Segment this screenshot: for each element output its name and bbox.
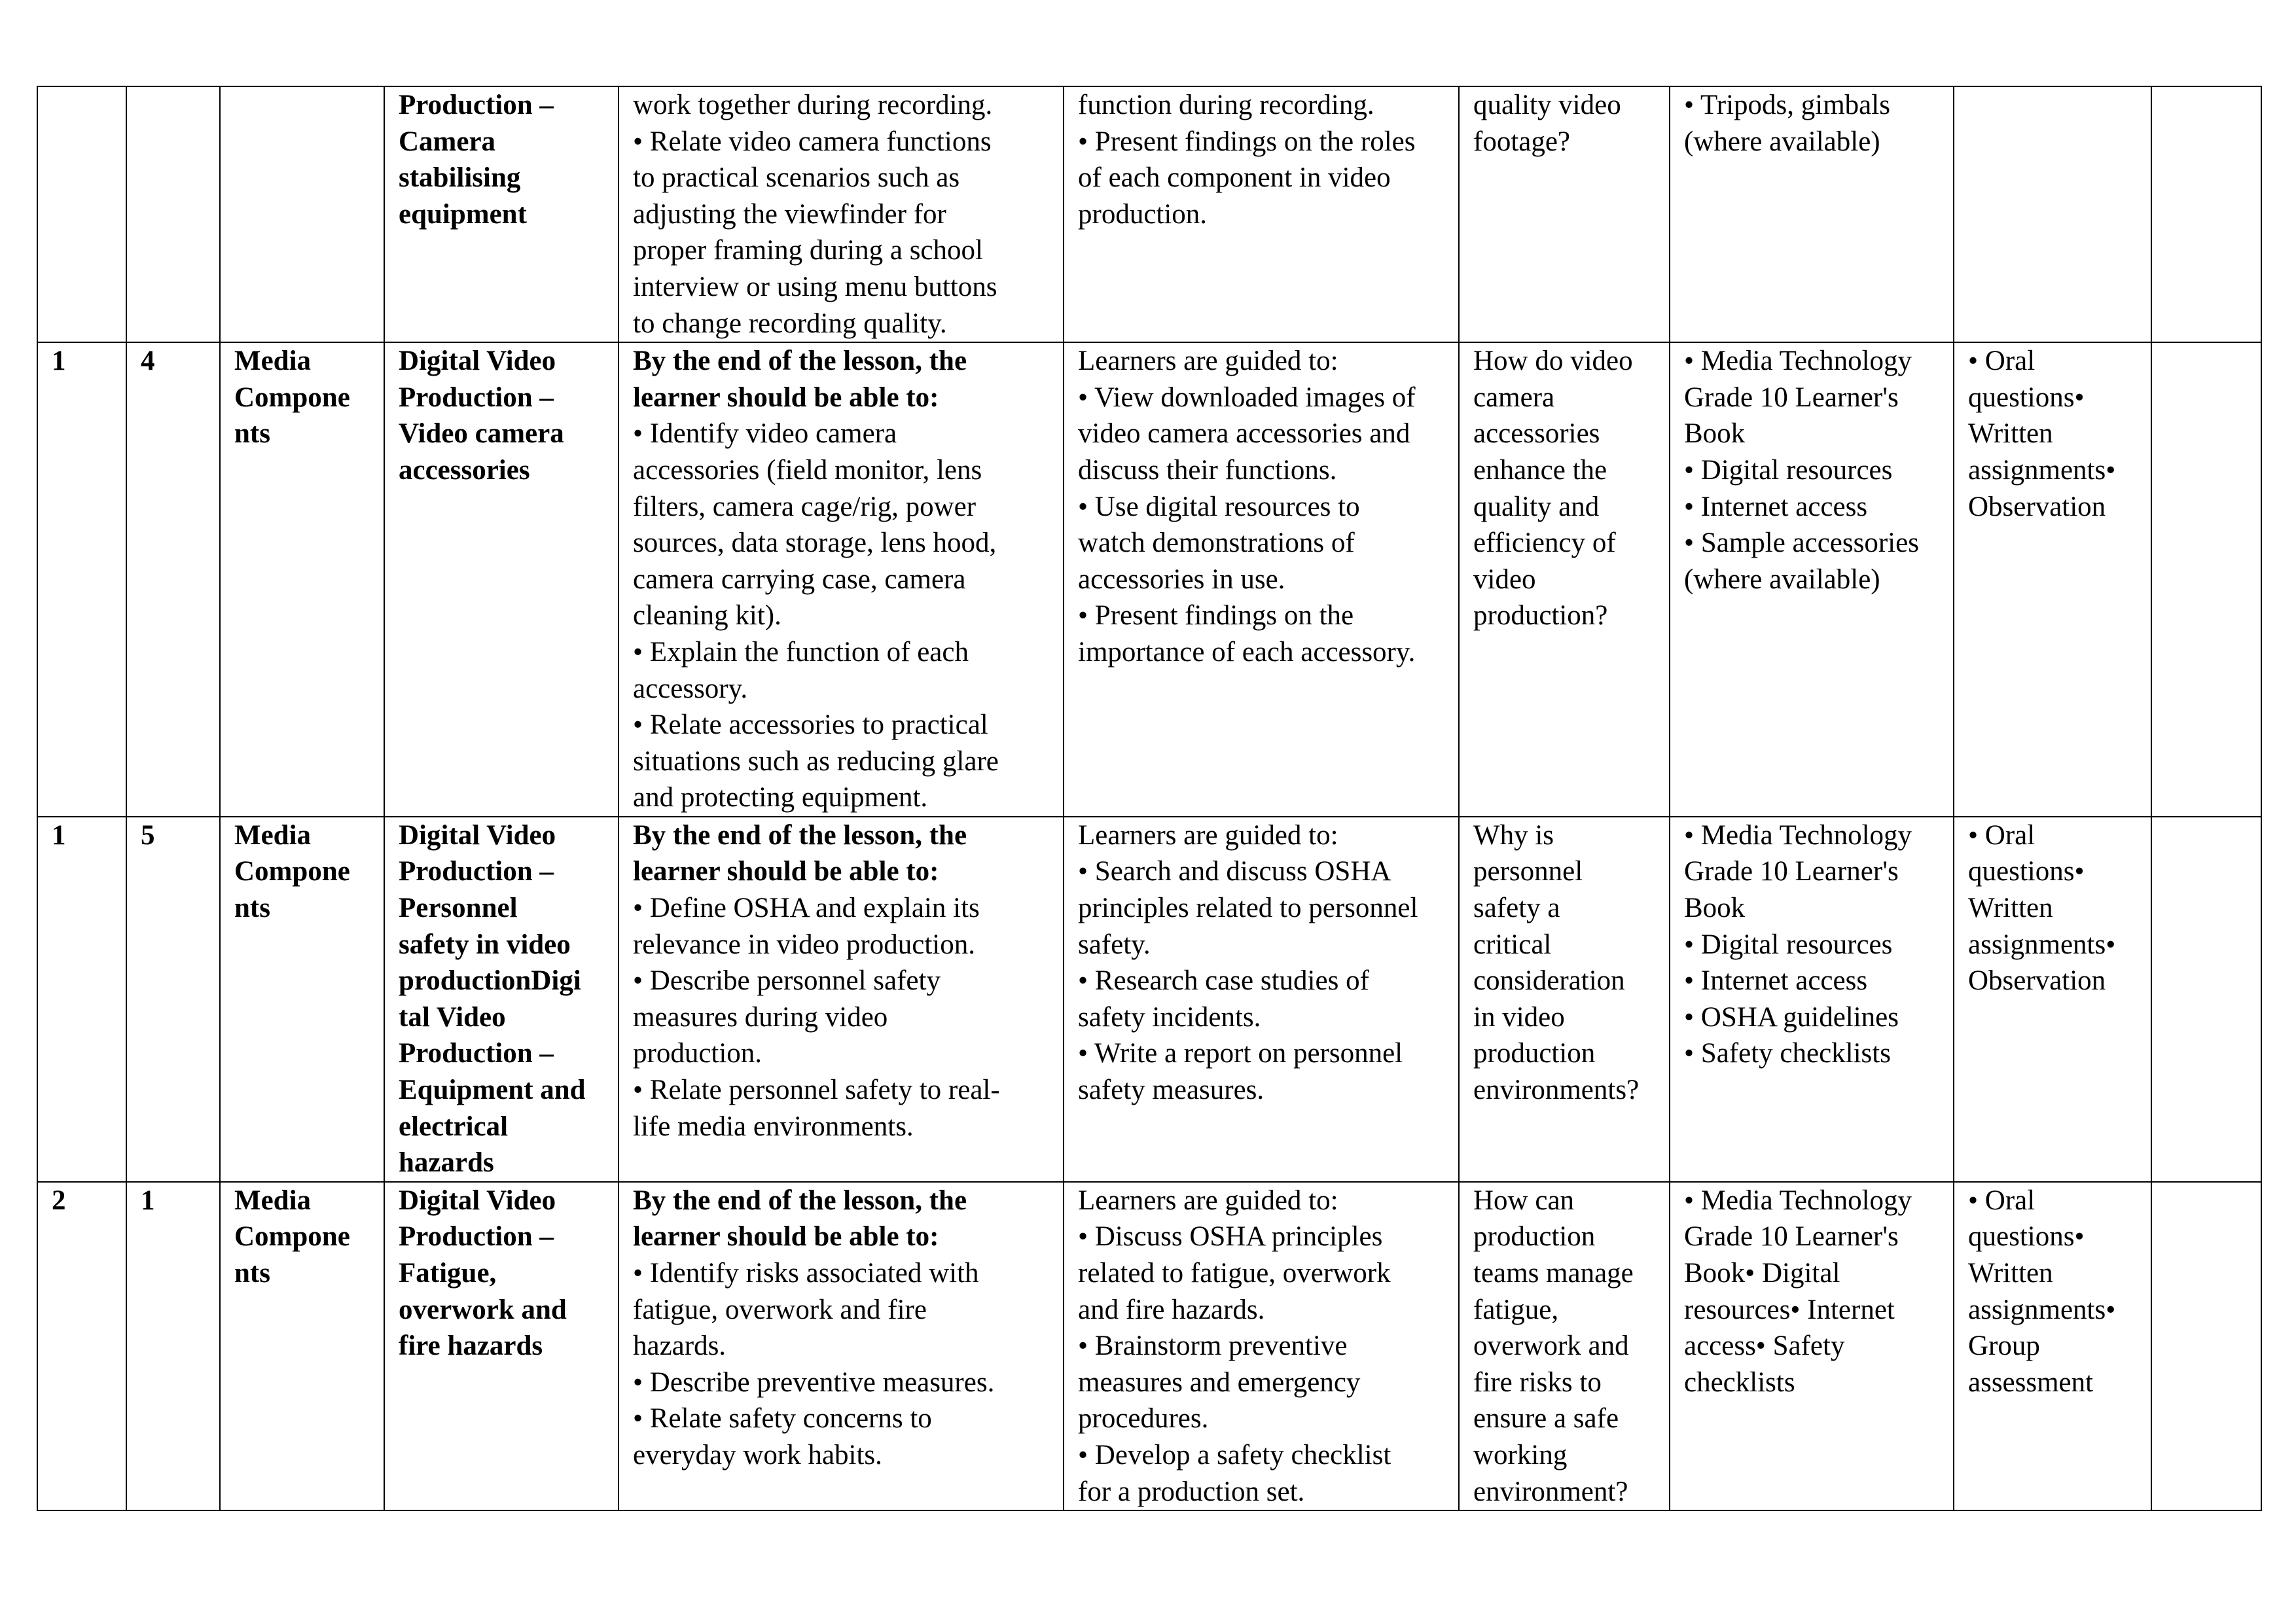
cell-line: fatigue, [1473, 1294, 1559, 1325]
cell-text: 1 [141, 1185, 155, 1216]
cell-line: Media [234, 1185, 312, 1216]
cell-line: • Define OSHA and explain its [633, 893, 980, 924]
cell-line: productionDigi [399, 965, 581, 997]
cell-line: production [1473, 1221, 1596, 1253]
cell-line: Grade 10 Learner's [1684, 1221, 1899, 1253]
cell-line: camera [1473, 382, 1555, 413]
remarks-cell [2151, 1182, 2261, 1510]
cell-line: safety in video [399, 929, 571, 960]
cell-line: Observation [1968, 965, 2106, 997]
cell-line: overwork and [399, 1294, 567, 1325]
cell-line: • Internet access [1684, 491, 1868, 522]
cell-line: • Oral [1968, 346, 2036, 377]
learning-resources-cell [1670, 1182, 1954, 1510]
cell-line: production [1473, 1038, 1596, 1069]
cell-line: Group [1968, 1330, 2040, 1362]
cell-line: Video camera [399, 418, 564, 450]
cell-line: Written [1968, 1258, 2053, 1289]
cell-line: proper framing during a school [633, 235, 983, 266]
cell-line: Book• Digital [1684, 1258, 1840, 1289]
cell-line: environments? [1473, 1075, 1640, 1106]
cell-line: • Search and discuss OSHA [1078, 856, 1391, 887]
learning-outcomes-cell [619, 86, 1064, 342]
cell-line: Book [1684, 418, 1746, 450]
cell-line: accessories in use. [1078, 563, 1285, 595]
cell-line: efficiency of [1473, 527, 1616, 559]
cell-line: • Identify video camera [633, 418, 897, 450]
cell-line: • Present findings on the roles [1078, 126, 1416, 157]
cell-line: safety incidents. [1078, 1001, 1261, 1033]
table-row [37, 342, 2261, 817]
cell-line: of each component in video [1078, 162, 1391, 194]
cell-line: and protecting equipment. [633, 782, 928, 813]
cell-line: camera carrying case, camera [633, 563, 966, 595]
cell-line: By the end of the lesson, the [633, 819, 967, 851]
cell-line: • Safety checklists [1684, 1038, 1891, 1069]
cell-line: • Media Technology [1684, 346, 1912, 377]
cell-line: Production – [399, 90, 554, 120]
cell-line: Production – [399, 1038, 554, 1069]
assessment-methods-cell [1954, 817, 2151, 1182]
cell-line: assignments• [1968, 929, 2116, 960]
cell-line: assignments• [1968, 1294, 2116, 1325]
cell-line: Fatigue, [399, 1258, 497, 1289]
cell-line: resources• Internet [1684, 1294, 1895, 1325]
strand-cell [220, 1182, 384, 1510]
cell-line: electrical [399, 1111, 509, 1142]
cell-line: situations such as reducing glare [633, 745, 999, 777]
cell-line: Observation [1968, 491, 2106, 522]
cell-line: • View downloaded images of [1078, 382, 1416, 413]
week-cell [37, 817, 126, 1182]
table-row [37, 1182, 2261, 1510]
cell-line: Written [1968, 418, 2053, 450]
cell-line: Media [234, 346, 312, 377]
learning-experiences-cell [1064, 1182, 1459, 1510]
scheme-of-work-table [37, 86, 2262, 1511]
cell-line: By the end of the lesson, the [633, 346, 967, 377]
cell-line: safety a [1473, 893, 1560, 924]
week-cell [37, 86, 126, 342]
cell-text: 2 [52, 1185, 66, 1216]
cell-line: principles related to personnel [1078, 893, 1418, 924]
cell-line: Learners are guided to: [1078, 1185, 1338, 1216]
key-inquiry-question-cell [1459, 817, 1670, 1182]
cell-line: critical [1473, 929, 1552, 960]
cell-line: interview or using menu buttons [633, 271, 997, 302]
cell-line: Written [1968, 893, 2053, 924]
cell-line: teams manage [1473, 1258, 1634, 1289]
cell-line: production. [633, 1038, 762, 1069]
cell-line: • Research case studies of [1078, 965, 1369, 997]
cell-line: Learners are guided to: [1078, 819, 1338, 851]
cell-line: Compone [234, 382, 350, 413]
cell-line: cleaning kit). [633, 600, 781, 632]
cell-line: to practical scenarios such as [633, 162, 960, 194]
cell-text: 1 [52, 346, 66, 377]
cell-line: • Tripods, gimbals [1684, 90, 1890, 120]
learning-experiences-cell [1064, 342, 1459, 817]
sub-strand-cell [384, 817, 619, 1182]
cell-line: Digital Video [399, 1185, 556, 1216]
table-row [37, 817, 2261, 1182]
cell-line: • Relate safety concerns to [633, 1403, 932, 1435]
cell-line: related to fatigue, overwork [1078, 1258, 1391, 1289]
key-inquiry-question-cell [1459, 86, 1670, 342]
lesson-cell [126, 342, 220, 817]
lesson-cell [126, 1182, 220, 1510]
cell-line: importance of each accessory. [1078, 636, 1416, 668]
cell-line: fire risks to [1473, 1366, 1602, 1398]
cell-line: everyday work habits. [633, 1439, 882, 1471]
assessment-methods-cell [1954, 1182, 2151, 1510]
cell-line: Production – [399, 856, 554, 887]
cell-line: accessories [399, 454, 530, 486]
cell-line: • Use digital resources to [1078, 491, 1360, 522]
strand-cell [220, 817, 384, 1182]
cell-line: personnel [1473, 856, 1583, 887]
cell-line: • Brainstorm preventive [1078, 1330, 1348, 1362]
cell-line: access• Safety [1684, 1330, 1845, 1362]
cell-line: • Relate accessories to practical [633, 709, 988, 741]
cell-line: footage? [1473, 126, 1571, 157]
cell-line: Personnel [399, 893, 518, 924]
lesson-cell [126, 86, 220, 342]
cell-line: equipment [399, 198, 527, 230]
cell-line: adjusting the viewfinder for [633, 198, 946, 230]
cell-text: 1 [52, 819, 66, 851]
cell-line: accessories (field monitor, lens [633, 454, 982, 486]
cell-line: nts [234, 893, 270, 924]
cell-line: tal Video [399, 1001, 506, 1033]
cell-line: nts [234, 1258, 270, 1289]
sub-strand-cell [384, 1182, 619, 1510]
cell-line: Grade 10 Learner's [1684, 382, 1899, 413]
cell-line: • Internet access [1684, 965, 1868, 997]
cell-line: Digital Video [399, 346, 556, 377]
cell-line: accessory. [633, 673, 748, 704]
cell-line: (where available) [1684, 563, 1880, 595]
cell-line: • Describe preventive measures. [633, 1366, 995, 1398]
cell-line: safety measures. [1078, 1075, 1265, 1106]
cell-line: • Identify risks associated with [633, 1258, 979, 1289]
cell-line: assessment [1968, 1366, 2094, 1398]
cell-line: for a production set. [1078, 1476, 1305, 1507]
cell-line: Compone [234, 856, 350, 887]
cell-line: Digital Video [399, 819, 556, 851]
cell-line: • Digital resources [1684, 454, 1893, 486]
cell-line: Equipment and [399, 1075, 586, 1106]
cell-line: filters, camera cage/rig, power [633, 491, 977, 522]
cell-line: • Write a report on personnel [1078, 1038, 1403, 1069]
cell-line: video [1473, 563, 1536, 595]
cell-line: • Describe personnel safety [633, 965, 941, 997]
cell-line: Production – [399, 1221, 554, 1253]
cell-line: Learners are guided to: [1078, 346, 1338, 377]
learning-resources-cell [1670, 86, 1954, 342]
cell-line: Production – [399, 382, 554, 413]
cell-line: hazards. [633, 1330, 726, 1362]
cell-line: How do video [1473, 346, 1633, 377]
cell-line: • Discuss OSHA principles [1078, 1221, 1383, 1253]
cell-line: work together during recording. [633, 90, 993, 120]
cell-line: to change recording quality. [633, 308, 947, 339]
cell-text: 5 [141, 819, 155, 851]
cell-line: questions• [1968, 856, 2085, 887]
cell-line: sources, data storage, lens hood, [633, 527, 997, 559]
cell-line: ensure a safe [1473, 1403, 1619, 1435]
cell-line: Media [234, 819, 312, 851]
cell-line: learner should be able to: [633, 1221, 939, 1253]
cell-line: • Develop a safety checklist [1078, 1439, 1391, 1471]
week-cell [37, 342, 126, 817]
cell-line: Grade 10 Learner's [1684, 856, 1899, 887]
cell-line: • Oral [1968, 1185, 2036, 1216]
cell-line: stabilising [399, 162, 521, 194]
cell-line: learner should be able to: [633, 856, 939, 887]
cell-line: production? [1473, 600, 1608, 632]
cell-line: • Media Technology [1684, 819, 1912, 851]
table-row [37, 86, 2261, 342]
cell-line: How can [1473, 1185, 1575, 1216]
cell-line: questions• [1968, 382, 2085, 413]
cell-line: learner should be able to: [633, 382, 939, 413]
learning-outcomes-cell [619, 342, 1064, 817]
cell-line: video camera accessories and [1078, 418, 1410, 450]
cell-line: quality video [1473, 90, 1621, 120]
cell-line: • Sample accessories [1684, 527, 1919, 559]
cell-line: • OSHA guidelines [1684, 1001, 1899, 1033]
cell-line: • Oral [1968, 819, 2036, 851]
cell-line: discuss their functions. [1078, 454, 1337, 486]
cell-line: function during recording. [1078, 90, 1374, 120]
cell-line: in video [1473, 1001, 1565, 1033]
cell-line: Book [1684, 893, 1746, 924]
cell-line: Why is [1473, 819, 1554, 851]
cell-line: enhance the [1473, 454, 1607, 486]
cell-line: • Relate video camera functions [633, 126, 992, 157]
strand-cell [220, 86, 384, 342]
cell-line: Compone [234, 1221, 350, 1253]
assessment-methods-cell [1954, 86, 2151, 342]
key-inquiry-question-cell [1459, 342, 1670, 817]
strand-cell [220, 342, 384, 817]
cell-line: nts [234, 418, 270, 450]
cell-line: procedures. [1078, 1403, 1209, 1435]
cell-line: • Present findings on the [1078, 600, 1354, 632]
cell-line: (where available) [1684, 126, 1880, 157]
cell-line: By the end of the lesson, the [633, 1185, 967, 1216]
learning-outcomes-cell [619, 1182, 1064, 1510]
cell-line: Camera [399, 126, 496, 157]
remarks-cell [2151, 342, 2261, 817]
cell-line: • Digital resources [1684, 929, 1893, 960]
learning-resources-cell [1670, 817, 1954, 1182]
assessment-methods-cell [1954, 342, 2151, 817]
cell-line: relevance in video production. [633, 929, 975, 960]
sub-strand-cell [384, 342, 619, 817]
cell-line: production. [1078, 198, 1208, 230]
cell-line: overwork and [1473, 1330, 1629, 1362]
table-body [37, 86, 2261, 1510]
cell-line: measures during video [633, 1001, 888, 1033]
cell-line: safety. [1078, 929, 1151, 960]
cell-line: • Explain the function of each [633, 636, 969, 668]
week-cell [37, 1182, 126, 1510]
cell-line: environment? [1473, 1476, 1628, 1507]
cell-line: accessories [1473, 418, 1600, 450]
cell-line: and fire hazards. [1078, 1294, 1265, 1325]
lesson-cell [126, 817, 220, 1182]
cell-line: watch demonstrations of [1078, 527, 1355, 559]
learning-outcomes-cell [619, 817, 1064, 1182]
cell-line: assignments• [1968, 454, 2116, 486]
cell-line: • Media Technology [1684, 1185, 1912, 1216]
cell-line: quality and [1473, 491, 1600, 522]
cell-line: life media environments. [633, 1111, 914, 1142]
cell-line: consideration [1473, 965, 1625, 997]
learning-resources-cell [1670, 342, 1954, 817]
cell-line: fire hazards [399, 1330, 543, 1362]
cell-line: • Relate personnel safety to real- [633, 1075, 1000, 1106]
learning-experiences-cell [1064, 817, 1459, 1182]
learning-experiences-cell [1064, 86, 1459, 342]
cell-line: questions• [1968, 1221, 2085, 1253]
sub-strand-cell [384, 86, 619, 342]
cell-line: working [1473, 1439, 1568, 1471]
cell-line: measures and emergency [1078, 1366, 1361, 1398]
key-inquiry-question-cell [1459, 1182, 1670, 1510]
cell-line: hazards [399, 1147, 494, 1179]
remarks-cell [2151, 817, 2261, 1182]
remarks-cell [2151, 86, 2261, 342]
cell-line: checklists [1684, 1366, 1795, 1398]
cell-text: 4 [141, 346, 155, 377]
cell-line: fatigue, overwork and fire [633, 1294, 927, 1325]
